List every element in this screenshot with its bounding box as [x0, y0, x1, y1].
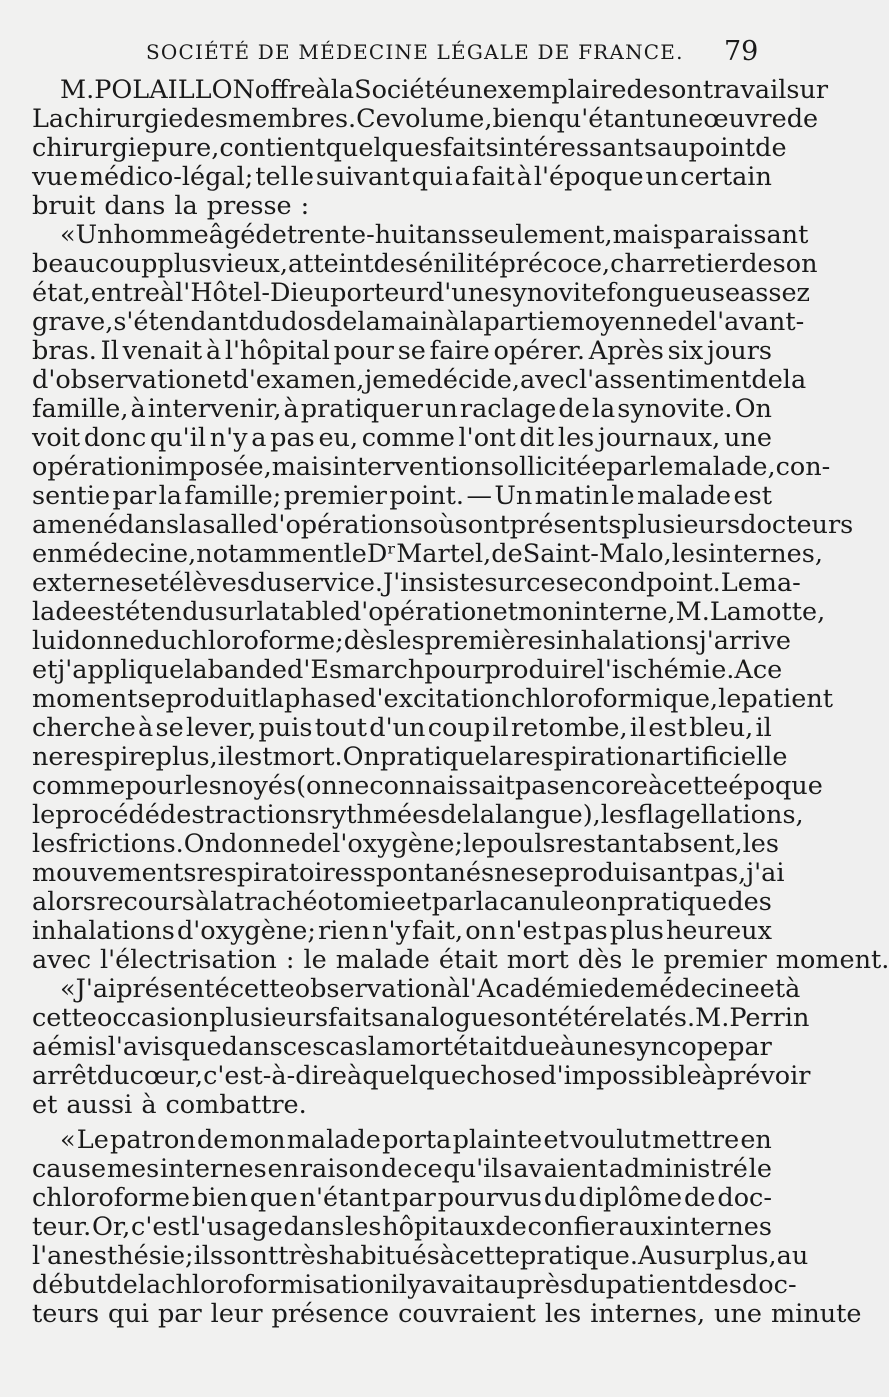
- text-line: les frictions. On donne de l'oxygène; le pouls restant absent, les: [32, 829, 779, 859]
- text-line: alors recours à la trachéotomie et par la canule on pratique des: [32, 887, 772, 917]
- text-line: chloroforme bien que n'étant par pourvus du diplôme de doc-: [32, 1183, 772, 1213]
- text-line: l'anesthésie; ils sont très habitués à cette pratique. Au surplus, au: [32, 1241, 809, 1271]
- text-line: teurs qui par leur présence couvraient les internes, une minute: [32, 1299, 862, 1329]
- text-line: voit donc qu'il n'y a pas eu, comme l'ont dit les journaux, une: [32, 423, 772, 453]
- text-line: « Un homme âgé de trente-huit ans seulement, mais paraissant: [60, 220, 809, 250]
- running-title: SOCIÉTÉ DE MÉDECINE LÉGALE DE FRANCE.: [146, 40, 684, 64]
- text-line: bruit dans la presse :: [32, 191, 310, 221]
- text-line: bras. Il venait à l'hôpital pour se faire opérer. Après six jours: [32, 336, 772, 366]
- text-line: « J'ai présenté cette observation à l'Académie de médecine et à: [60, 974, 801, 1004]
- text-line: cause mes internes en raison de ce qu'ils avaient administré le: [32, 1154, 772, 1184]
- text-line: cherche à se lever, puis tout d'un coup il retombe, il est bleu, il: [32, 713, 772, 743]
- text-line: opération imposée, mais intervention sollicitée par le malade, con-: [32, 452, 831, 482]
- text-line: arrêt du cœur, c'est-à-dire à quelque chose d'impossible à prévoir: [32, 1061, 811, 1091]
- text-line: avec l'électrisation : le malade était mort dès le premier moment.: [32, 945, 889, 975]
- running-head: [0, 36, 800, 70]
- text-line: état, entre à l'Hôtel-Dieu porteur d'une synovite fongueuse assez: [32, 278, 810, 308]
- text-line: a émis l'avis que dans ces cas la mort était due à une syncope par: [32, 1032, 772, 1062]
- body-text: [32, 75, 889, 1329]
- text-line: lade est étendu sur la table d'opération et mon interne, M. Lamotte,: [32, 597, 826, 627]
- text-line: inhalations d'oxygène; rien n'y fait, on n'est pas plus heureux: [32, 916, 772, 946]
- text-line: d'observation et d'examen, je me décide, avec l'assentiment de la: [32, 365, 807, 395]
- text-line: moment se produit la phase d'excitation chloroformique, le patient: [32, 684, 834, 714]
- paragraph: [32, 1125, 862, 1329]
- text-line: grave, s'étendant du dos de la main à la partie moyenne de l'avant-: [32, 307, 805, 337]
- text-line: lui donne du chloroforme; dès les premières inhalations j'arrive: [32, 626, 791, 656]
- text-line: ne respire plus, il est mort. On pratique la respiration artificielle: [32, 742, 788, 772]
- text-line: externes et élèves du service. J'insiste sur ce second point. Le ma-: [32, 568, 801, 598]
- text-line: beaucoup plus vieux, atteint de sénilité précoce, charretier de son: [32, 249, 818, 279]
- text-line: vue médico-légal; tel le suivant qui a fait à l'époque un certain: [32, 162, 772, 192]
- text-line: début de la chloroformisation il y avait auprès du patient des doc-: [32, 1270, 797, 1300]
- text-line: famille, à intervenir, à pratiquer un raclage de la synovite. On: [32, 394, 772, 424]
- text-line: « Le patron de mon malade porta plainte et voulut mettre en: [60, 1125, 772, 1155]
- text-line: amené dans la salle d'opérations où sont présents plusieurs docteurs: [32, 510, 854, 540]
- text-line: comme pour les noyés (on ne connaissait pas encore à cette époque: [32, 771, 823, 801]
- text-line: en médecine, notamment le Dʳ Martel, de Saint-Malo, les internes,: [32, 539, 823, 569]
- text-line: chirurgie pure, contient quelques faits intéressants au point de: [32, 133, 787, 163]
- paragraph: [32, 220, 889, 975]
- paragraph: [32, 75, 829, 221]
- text-line: teur. Or, c'est l'usage dans les hôpitaux de confier aux internes: [32, 1212, 772, 1242]
- text-line: cette occasion plusieurs faits analogues ont été relatés. M. Perrin: [32, 1003, 810, 1033]
- text-line: et j'applique la bande d'Esmarch pour produire l'ischémie. A ce: [32, 655, 783, 685]
- text-line: sentie par la famille; premier point. — Un matin le malade est: [32, 481, 772, 511]
- text-line: M. POLAILLON offre à la Société un exemplaire de son travail sur: [60, 75, 829, 105]
- page-number: 79: [724, 36, 759, 67]
- paragraph: [32, 974, 811, 1120]
- text-line: mouvements respiratoires spontanés ne se produisant pas, j'ai: [32, 858, 785, 888]
- text-line: La chirurgie des membres. Ce volume, bien qu'étant une œuvre de: [32, 104, 819, 134]
- text-line: le procédé des tractions rythmées de la langue), les flagellations,: [32, 800, 804, 830]
- text-line: et aussi à combattre.: [32, 1090, 307, 1120]
